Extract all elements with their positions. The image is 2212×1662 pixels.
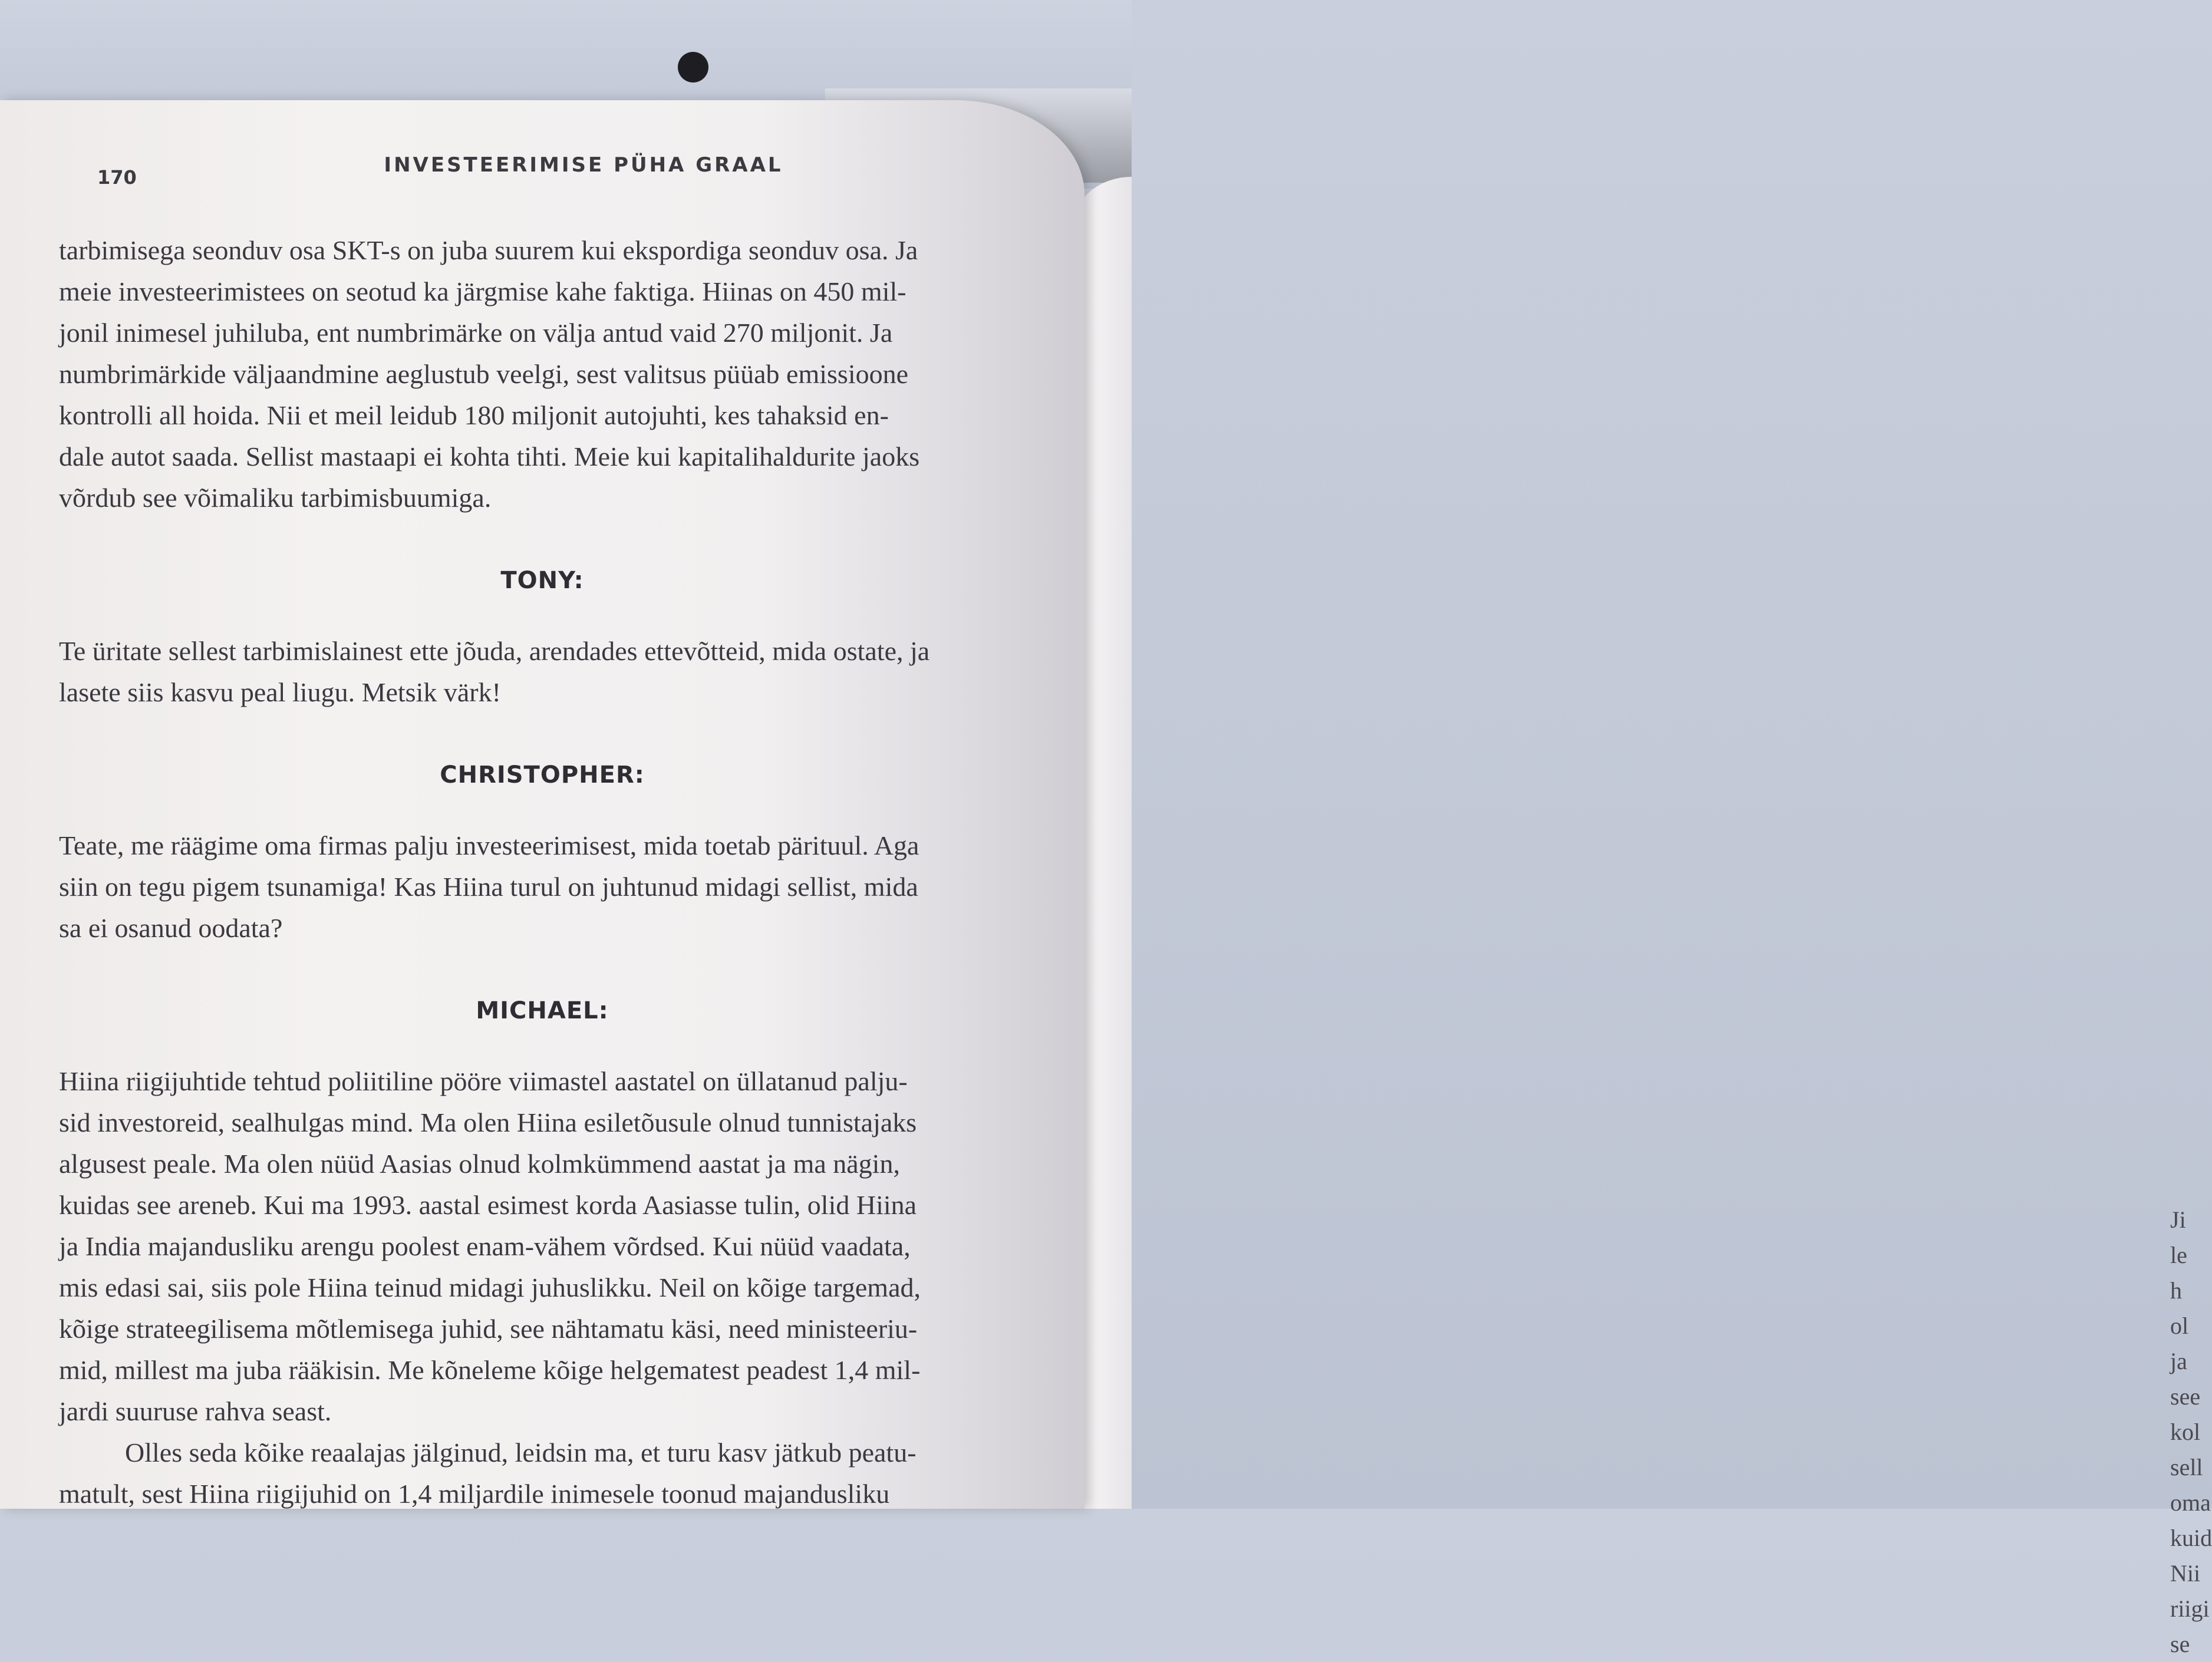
page-number: 170 bbox=[97, 166, 137, 189]
text-line: numbrimärkide väljaandmine aeglustub veelgi, sest valitsus püüab emissioone bbox=[59, 359, 909, 389]
speaker-heading: MICHAEL: bbox=[476, 997, 609, 1024]
facing-page-fragment: oma bbox=[2170, 1489, 2211, 1516]
text-line: matult, sest Hiina riigijuhid on 1,4 miljardile inimesele toonud majandusliku bbox=[59, 1479, 890, 1509]
text-line: Te üritate sellest tarbimislainest ette jõuda, arendades ettevõtteid, mida ostate, ja bbox=[59, 636, 930, 666]
running-head: INVESTEERIMISE PÜHA GRAAL bbox=[384, 153, 783, 177]
text-line: tarbimisega seonduv osa SKT-s on juba suurem kui ekspordiga seonduv osa. Ja bbox=[59, 235, 918, 265]
text-line: lasete siis kasvu peal liugu. Metsik värk! bbox=[59, 677, 501, 707]
facing-page-fragment: le bbox=[2170, 1242, 2187, 1268]
paragraph bbox=[59, 230, 1026, 519]
text-line: võrdub see võimaliku tarbimisbuumiga. bbox=[59, 483, 492, 513]
page-body bbox=[59, 230, 1026, 1515]
text-line: Teate, me räägime oma firmas palju investeerimisest, mida toetab pärituul. Aga bbox=[59, 830, 919, 860]
book-page bbox=[0, 100, 1084, 1509]
paragraph bbox=[59, 825, 1026, 949]
facing-page-text bbox=[2170, 1202, 2212, 1662]
facing-page-fragment: sell bbox=[2170, 1454, 2203, 1480]
facing-page-fragment: Nii bbox=[2170, 1560, 2201, 1587]
text-line: sid investoreid, sealhulgas mind. Ma olen Hiina esiletõusule olnud tunnistajaks bbox=[59, 1107, 917, 1137]
text-line: algusest peale. Ma olen nüüd Aasias olnud kolmkümmend aastat ja ma nägin, bbox=[59, 1149, 900, 1179]
text-line: jardi suuruse rahva seast. bbox=[59, 1396, 332, 1426]
facing-page-fragment: kol bbox=[2170, 1419, 2201, 1445]
facing-page-fragment: see bbox=[2170, 1383, 2201, 1410]
facing-page-fragment: riigi bbox=[2170, 1595, 2210, 1622]
text-line: kõige strateegilisema mõtlemisega juhid, see nähtamatu käsi, need ministeeriu- bbox=[59, 1314, 918, 1344]
text-line: jonil inimesel juhiluba, ent numbrimärke on välja antud vaid 270 miljonit. Ja bbox=[59, 318, 893, 348]
text-line: dale autot saada. Sellist mastaapi ei kohta tihti. Meie kui kapitalihaldurite jaoks bbox=[59, 441, 920, 471]
text-line: kuidas see areneb. Kui ma 1993. aastal esimest korda Aasiasse tulin, olid Hiina bbox=[59, 1190, 917, 1220]
text-line: siin on tegu pigem tsunamiga! Kas Hiina turul on juhtunud midagi sellist, mida bbox=[59, 872, 918, 902]
facing-page-fragment: ja bbox=[2170, 1348, 2187, 1374]
paragraph bbox=[59, 1432, 1026, 1515]
text-line: Hiina riigijuhtide tehtud poliitiline pööre viimastel aastatel on üllatanud palju- bbox=[59, 1066, 908, 1096]
text-line: Olles seda kõike reaalajas jälginud, leidsin ma, et turu kasv jätkub peatu- bbox=[125, 1437, 917, 1468]
facing-page-fragment: kuid bbox=[2170, 1525, 2212, 1551]
paragraph bbox=[59, 631, 1026, 713]
speaker-heading: TONY: bbox=[500, 567, 584, 594]
text-line: ja India majandusliku arengu poolest enam-vähem võrdsed. Kui nüüd vaadata, bbox=[59, 1231, 911, 1261]
facing-page-fragment: Ji bbox=[2170, 1206, 2186, 1233]
wall-hole bbox=[678, 52, 708, 83]
text-line: sa ei osanud oodata? bbox=[59, 913, 283, 943]
text-line: mid, millest ma juba rääkisin. Me kõneleme kõige helgematest peadest 1,4 mil- bbox=[59, 1355, 921, 1385]
speaker-heading: CHRISTOPHER: bbox=[440, 761, 645, 789]
text-line: kontrolli all hoida. Nii et meil leidub 180 miljonit autojuhti, kes tahaksid en- bbox=[59, 400, 889, 430]
text-line: mis edasi sai, siis pole Hiina teinud midagi juhuslikku. Neil on kõige targemad, bbox=[59, 1272, 921, 1302]
paragraph bbox=[59, 1061, 1026, 1432]
facing-page-fragment: h bbox=[2170, 1277, 2182, 1304]
facing-page-fragment: ol bbox=[2170, 1313, 2189, 1339]
text-line: meie investeerimistees on seotud ka järgmise kahe faktiga. Hiinas on 450 mil- bbox=[59, 276, 906, 306]
facing-page-fragment: se bbox=[2170, 1631, 2190, 1657]
